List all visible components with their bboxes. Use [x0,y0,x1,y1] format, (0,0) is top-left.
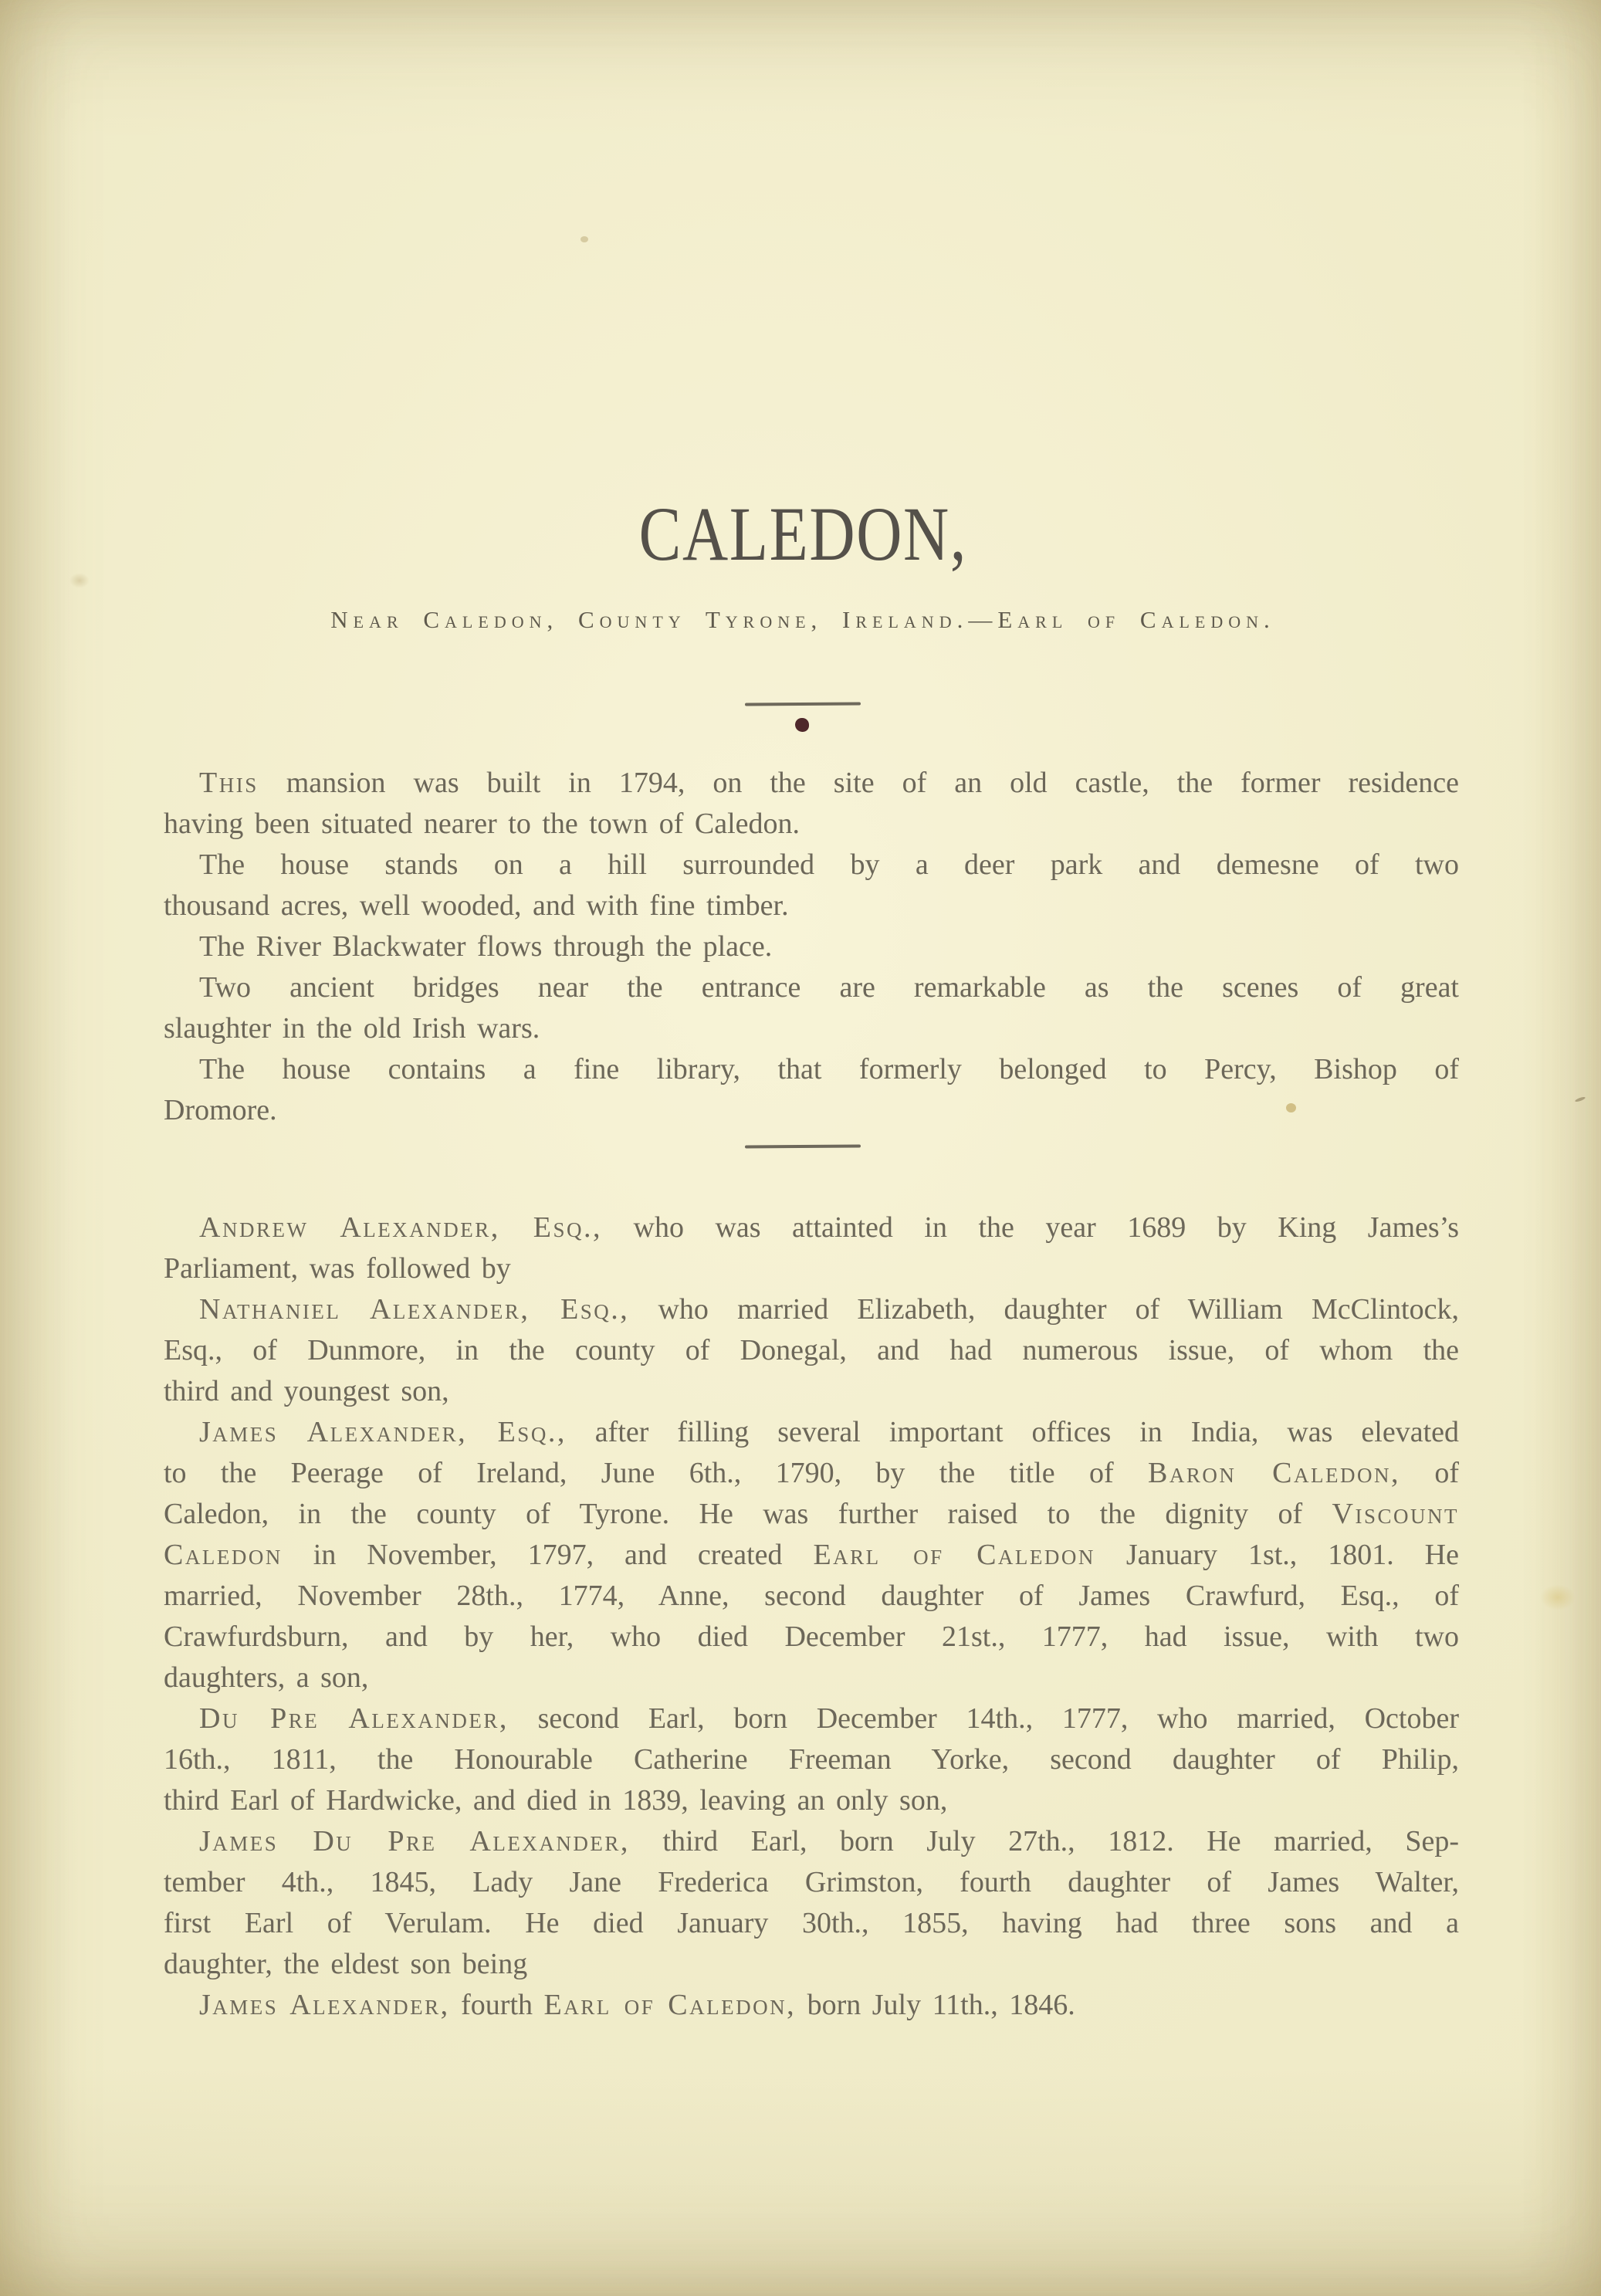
text-run: The house stands on a hill surrounded by a deer park and demesne of two [199,848,1459,881]
paper-stain [1540,1584,1576,1610]
text-line [164,1903,1459,1944]
text-run: 16th., 1811, the Honourable Catherine Freeman Yorke, second daughter of Philip, [164,1743,1459,1776]
text-line [164,1658,1459,1698]
text-line [164,1985,1459,2026]
ornament-dot [795,718,809,732]
text-line [164,1576,1459,1617]
paper-stain [69,573,90,588]
text-line [164,1371,1459,1412]
text-line [164,1821,1459,1862]
text-line [164,1944,1459,1985]
text-line [164,804,1459,845]
proper-name-smallcaps: Viscount [1332,1498,1459,1530]
section-divider-rule [745,1144,861,1148]
text-run: Caledon, in the county of Tyrone. He was further raised to the dignity of [164,1498,1332,1530]
text-line [164,1453,1459,1494]
proper-name-smallcaps: This [199,767,259,799]
proper-name-smallcaps: Nathaniel Alexander, Esq., [199,1293,630,1326]
text-line [164,1049,1459,1090]
text-run: January 1st., 1801. He [1095,1539,1459,1571]
text-run: slaughter in the old Irish wars. [164,1012,540,1045]
text-line [164,1330,1459,1371]
page-title-text: CALEDON, [638,491,967,577]
text-line [164,763,1459,804]
text-run: Crawfurdsburn, and by her, who died December 21st., 1777, had issue, with two [164,1620,1459,1653]
text-run: mansion was built in 1794, on the site of an old castle, the former residence [258,767,1459,799]
text-line [164,1248,1459,1289]
page-title [154,491,1451,577]
text-run: tember 4th., 1845, Lady Jane Frederica Grimston, fourth daughter of James Walter, [164,1866,1459,1898]
section-description [164,763,1459,1131]
text-run: third Earl of Hardwicke, and died in 1839, leaving an only son, [164,1784,948,1817]
proper-name-smallcaps: James Alexander, [199,1989,450,2021]
text-line [164,1535,1459,1576]
text-line [164,1207,1459,1248]
text-run: The River Blackwater flows through the place. [199,930,773,963]
text-run: fourth [449,1989,544,2021]
text-line [164,1739,1459,1780]
text-run: married, November 28th., 1774, Anne, second daughter of James Crawfurd, Esq., of [164,1580,1459,1612]
text-line [164,1617,1459,1658]
text-run: who married Elizabeth, daughter of William McClintock, [629,1293,1459,1326]
paper-speck [580,236,588,242]
proper-name-smallcaps: James Alexander, Esq., [199,1416,567,1448]
text-run: having been situated nearer to the town of Caledon. [164,808,800,840]
page-subtitle: Near Caledon, County Tyrone, Ireland.—Earl of Caledon. [330,606,1275,633]
text-run: daughters, a son, [164,1661,369,1694]
proper-name-smallcaps: Earl of Caledon [813,1539,1095,1571]
text-line [164,1412,1459,1453]
text-run: first Earl of Verulam. He died January 30th., 1855, having had three sons and a [164,1907,1459,1939]
text-run: The house contains a fine library, that formerly belonged to Percy, Bishop of [199,1053,1459,1085]
text-run: third and youngest son, [164,1375,449,1407]
text-run: of [1400,1457,1459,1489]
text-run: Two ancient bridges near the entrance are remarkable as the scenes of great [199,971,1459,1004]
text-run: Parliament, was followed by [164,1252,511,1285]
text-line [164,845,1459,886]
text-line [164,1862,1459,1903]
proper-name-smallcaps: Caledon [164,1539,283,1571]
text-run: born July 11th., 1846. [796,1989,1075,2021]
proper-name-smallcaps: Du Pre Alexander, [199,1702,509,1735]
text-run: after filling several important offices in India, was elevated [566,1416,1459,1448]
proper-name-smallcaps: James Du Pre Alexander, [199,1825,630,1857]
text-line [164,1698,1459,1739]
text-run: second Earl, born December 14th., 1777, who married, October [508,1702,1459,1735]
proper-name-smallcaps: Baron Caledon, [1147,1457,1401,1489]
text-run: in November, 1797, and created [282,1539,814,1571]
proper-name-smallcaps: Earl of Caledon, [543,1989,797,2021]
text-run: who was attainted in the year 1689 by King James’s [602,1211,1459,1244]
text-line [164,1090,1459,1131]
text-run: thousand acres, well wooded, and with fine timber. [164,889,789,922]
proper-name-smallcaps: Andrew Alexander, Esq., [199,1211,602,1244]
text-line [164,926,1459,967]
text-run: daughter, the eldest son being [164,1948,528,1980]
text-line [164,967,1459,1008]
text-run: Esq., of Dunmore, in the county of Donegal, and had numerous issue, of whom the [164,1334,1459,1366]
text-line [164,1289,1459,1330]
text-line [164,1008,1459,1049]
section-divider-rule [745,702,861,706]
text-line [164,1494,1459,1535]
text-run: to the Peerage of Ireland, June 6th., 1790, by the title of [164,1457,1148,1489]
text-run: third Earl, born July 27th., 1812. He married, Sep- [629,1825,1459,1857]
paper-speck [1575,1096,1586,1103]
section-genealogy [164,1207,1459,2026]
text-line [164,1780,1459,1821]
text-line [164,886,1459,926]
text-run: Dromore. [164,1094,277,1126]
